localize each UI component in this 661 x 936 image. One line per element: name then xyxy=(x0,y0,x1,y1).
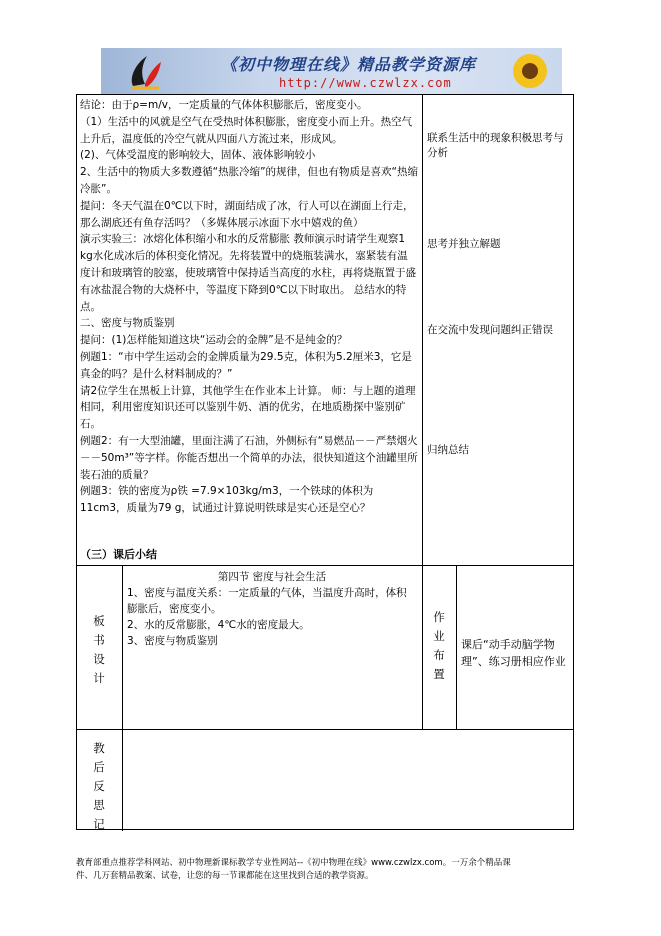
student-activity-note: 思考并独立解题 xyxy=(427,238,501,250)
footer-line: 教育部重点推荐学科网站、初中物理新课标教学专业性网站--《初中物理在线》www.czwlzx.com。一万余个精品课 xyxy=(76,858,511,868)
paragraph: 例题3：铁的密度为ρ铁 =7.9×103kg/m3，一个铁球的体积为11cm3，质量为79 g，试通过计算说明铁球是实心还是空心？ xyxy=(80,485,374,515)
sunflower-icon xyxy=(508,50,552,92)
paragraph: 提问：冬天气温在0℃以下时，湖面结成了冰，行人可以在湖面上行走，那么湖底还有鱼存活吗？（多媒体展示冰面下水中嬉戏的鱼） xyxy=(80,199,414,229)
board-title: 第四节 密度与社会生活 xyxy=(217,571,327,583)
footer-line: 件、几万套精品教案、试卷，让您的每一节课都能在这里找到合适的教学资源。 xyxy=(76,871,374,881)
summary-heading: （三）课后小结 xyxy=(80,548,157,561)
divider xyxy=(122,565,123,831)
homework-label: 作业布置 xyxy=(433,610,445,681)
divider xyxy=(422,95,423,565)
paragraph: 提问：(1)怎样能知道这块“运动会的金牌”是不是纯金的？ xyxy=(80,334,348,347)
paragraph: 例题1：“市中学生运动会的金牌质量为29.5克，体积为5.2厘米3，它是真金的吗？是什么材料制成的？” xyxy=(80,350,412,380)
board-label: 板书设计 xyxy=(93,614,105,685)
homework-text: 课后“动手动脑学物理”、练习册相应作业 xyxy=(461,638,566,668)
paragraph: 2、生活中的物质大多数遵循“热胀冷缩”的规律，但也有物质是喜欢“热缩冷胀”。 xyxy=(80,166,418,195)
board-item: 1、密度与温度关系：一定质量的气体，当温度升高时，体积膨胀后，密度变小。 xyxy=(127,587,407,615)
paragraph: （1）生活中的风就是空气在受热时体积膨胀，密度变小而上升。热空气上升后，温度低的冷空气就从四面八方流过来，形成风。 xyxy=(80,115,413,145)
reflection-label: 教后反思记 xyxy=(93,741,105,831)
board-design xyxy=(127,569,417,649)
divider xyxy=(77,565,573,566)
student-activity-note: 归纳总结 xyxy=(427,444,469,456)
paragraph: 请2位学生在黑板上计算，其他学生在作业本上计算。 师：与上题的道理相同，利用密度知识还可以鉴别牛奶、酒的优劣，在地质勘探中鉴别矿石。 xyxy=(80,384,416,431)
board-item: 2、水的反常膨胀，4℃水的密度最大。 xyxy=(127,619,310,631)
paragraph: 例题2：有一大型油罐，里面注满了石油，外侧标有“易燃品－－严禁烟火－－50m³”等字样。你能否想出一个简单的办法，很快知道这个油罐里所装石油的质量？ xyxy=(80,434,418,481)
section-heading: 二、密度与物质鉴别 xyxy=(80,317,175,330)
teaching-process xyxy=(80,97,418,517)
student-activity-note: 在交流中发现问题纠正错误 xyxy=(427,324,553,336)
page-footer xyxy=(76,857,596,883)
banner-title: 《初中物理在线》精品教学资源库 xyxy=(221,55,477,74)
student-activity-note: 联系生活中的现象积极思考与分析 xyxy=(427,132,564,159)
paragraph: 结论：由于ρ=m/v，一定质量的气体体积膨胀后，密度变小。 xyxy=(80,99,368,111)
banner-url[interactable]: http://www.czwlzx.com xyxy=(279,76,452,90)
divider xyxy=(77,729,573,730)
header-banner xyxy=(101,48,562,94)
lesson-table xyxy=(76,94,574,830)
divider xyxy=(422,565,423,729)
paragraph: 演示实验三：冰熔化体积缩小和水的反常膨胀 教师演示时请学生观察1 kg水化成冰后的体积变化情况。先将装置中的烧瓶装满水，塞紧装有温度计和玻璃管的胶塞，使玻璃管中保持适当高度的水柱，再将烧瓶置于盛有冰盐混合物的大烧杯中，等温度下降到0℃以下时取出。 总结水的特点。 xyxy=(80,233,416,313)
board-item: 3、密度与物质鉴别 xyxy=(127,635,218,647)
divider xyxy=(456,565,457,729)
paragraph: (2)、气体受温度的影响较大，固体、液体影响较小 xyxy=(80,149,316,162)
logo-icon xyxy=(125,50,165,92)
